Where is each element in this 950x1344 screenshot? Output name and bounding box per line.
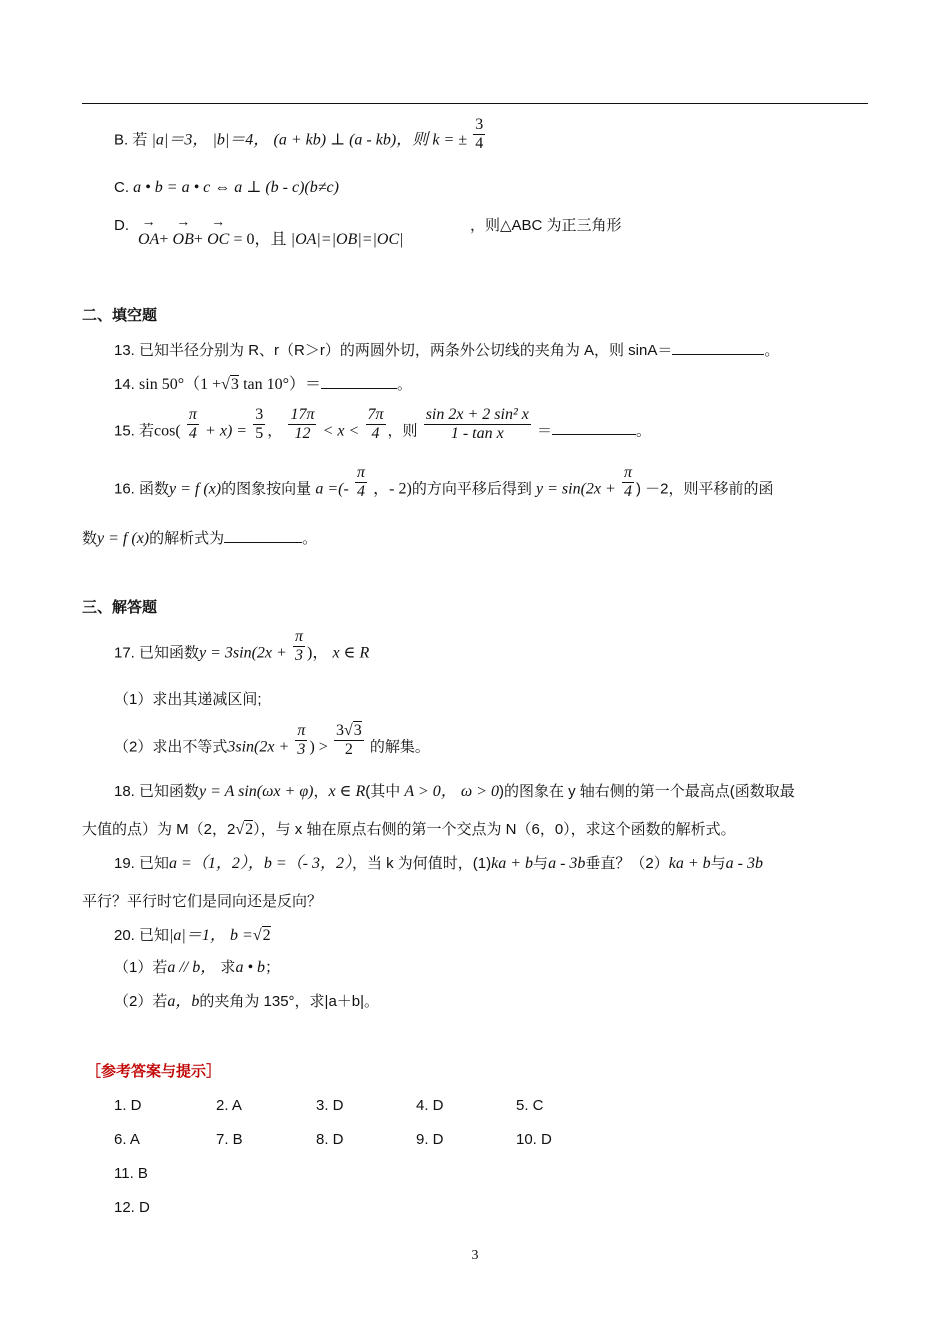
q15-frac-main bbox=[424, 406, 531, 443]
choice-d-tail bbox=[470, 216, 622, 236]
q17-2-frac-rhs: $\frac{3√3}{2}$ bbox=[335, 722, 362, 758]
q15-then: ，则 bbox=[387, 422, 418, 440]
q19-f: a - 3b bbox=[548, 855, 586, 872]
q18-g: ω > 0 bbox=[460, 783, 499, 800]
q18-line2sqrt: 2 bbox=[245, 821, 254, 838]
q20-1e: ； bbox=[265, 959, 281, 976]
question-17-part2 bbox=[114, 722, 430, 759]
question-19-line2: 平行？平行时它们是同向还是反向？ bbox=[82, 893, 323, 910]
page-number: 3 bbox=[471, 1248, 479, 1263]
q16-g: ) －2，则平移前的函 bbox=[635, 480, 774, 498]
choice-c-expr: a • b = a • c ⇔ a ⊥ (b - c)(b≠c) bbox=[133, 179, 339, 196]
q17-2b: 3sin(2x + bbox=[227, 738, 290, 756]
choice-d bbox=[114, 216, 129, 236]
question-16-line2 bbox=[82, 528, 317, 549]
q20-1c: 求 bbox=[220, 959, 236, 976]
choice-c-label: C. bbox=[114, 179, 129, 196]
q14-sqrt: 3 bbox=[230, 376, 239, 393]
question-17 bbox=[114, 628, 370, 665]
q18-c: ， bbox=[313, 783, 329, 800]
q17-3: 3 bbox=[295, 647, 303, 664]
question-16 bbox=[114, 464, 774, 501]
answer-item: 3. D bbox=[316, 1097, 344, 1114]
section-solve-title: 三、解答题 bbox=[82, 599, 158, 616]
q16-end: 。 bbox=[302, 530, 318, 547]
q15-num: 15. 若 bbox=[114, 422, 155, 440]
q19-b: a =（1，2），b =（- 3，2） bbox=[169, 855, 352, 872]
q18-e: (其中 bbox=[365, 783, 401, 800]
q16-line2b: y = f (x) bbox=[97, 530, 150, 547]
q17-c: )， bbox=[307, 644, 329, 662]
q18-b: y = A sin(ωx + φ) bbox=[199, 783, 314, 800]
q15-cos: cos( bbox=[154, 422, 181, 440]
q15-12: 12 bbox=[294, 425, 311, 442]
q15-end: 。 bbox=[636, 422, 652, 440]
q15-5: 5 bbox=[255, 425, 264, 442]
q14-expr1: sin 50°（1 + bbox=[139, 376, 222, 393]
q15-4: 4 bbox=[188, 425, 197, 442]
q16-4: 4 bbox=[356, 483, 365, 500]
choice-c bbox=[114, 178, 339, 198]
q17-2sqrt: 3 bbox=[353, 722, 362, 739]
q18-line2b: ），与 x 轴在原点右侧的第一个交点为 N（6，0），求这个函数的解析式。 bbox=[253, 821, 736, 838]
q20-2c: 的夹角为 135°，求|a＋b|。 bbox=[199, 993, 380, 1010]
question-20-part2 bbox=[114, 992, 379, 1012]
q15-eq: ＝ bbox=[537, 422, 553, 440]
q18-h: )的图象在 y 轴右侧的第一个最高点(函数取最 bbox=[498, 783, 795, 800]
q15-x: + x) = bbox=[205, 422, 248, 440]
q16-d: 的方向平移后得到 bbox=[411, 480, 532, 498]
q18-d: x ∈ R bbox=[328, 783, 366, 800]
q15-lt: < x < bbox=[322, 422, 360, 440]
question-13 bbox=[114, 340, 779, 361]
q16-pi: π bbox=[356, 464, 365, 481]
q14-blank bbox=[321, 374, 397, 389]
choice-d-mid: = 0，且 bbox=[233, 231, 287, 248]
q15-comma: ， bbox=[267, 422, 283, 440]
q15-frac-17pi12 bbox=[288, 406, 316, 443]
answer-item: 8. D bbox=[316, 1131, 344, 1148]
q17-2pi: π bbox=[297, 722, 306, 739]
q16-vec: a =(- bbox=[315, 480, 349, 498]
q17-frac bbox=[293, 628, 305, 665]
q19-j: a - 3b bbox=[725, 855, 763, 872]
choice-b-label: B. 若 bbox=[114, 131, 148, 149]
q15-4b: 4 bbox=[371, 425, 380, 442]
q17-2c: ) > bbox=[309, 738, 328, 756]
q16-b: 的图象按向量 bbox=[221, 480, 312, 498]
q15-frac-7pi4 bbox=[366, 406, 386, 443]
vector-oa: → OA bbox=[138, 230, 159, 250]
q15-topden: 1 - tan x bbox=[450, 425, 504, 442]
q16-frac-pi4b bbox=[622, 464, 634, 501]
q20-1a: （1）若 bbox=[114, 959, 168, 976]
q16-line2c: 的解析式为 bbox=[149, 530, 225, 547]
answer-item: 1. D bbox=[114, 1097, 142, 1114]
q18-f: A > 0， bbox=[404, 783, 457, 800]
q17-b: y = 3sin(2x + bbox=[199, 644, 287, 662]
answer-item: 10. D bbox=[516, 1131, 552, 1148]
q17-pi: π bbox=[295, 628, 304, 645]
q15-frac-35 bbox=[253, 406, 265, 443]
choice-d-tail-text: ，则△ABC 为正三角形 bbox=[470, 217, 622, 234]
q19-e: 与 bbox=[533, 855, 549, 872]
q15-topnum: sin 2x + 2 sin² x bbox=[425, 406, 529, 423]
q17-2num: 3 bbox=[335, 722, 344, 739]
question-20-part1 bbox=[114, 958, 280, 978]
q15-pi: π bbox=[188, 406, 197, 423]
question-17-part1: （1）求出其递减区间; bbox=[114, 691, 262, 708]
q15-17pi: 17π bbox=[290, 406, 315, 423]
choice-b-term4: k = ± bbox=[432, 131, 468, 149]
answer-item: 11. B bbox=[114, 1165, 148, 1182]
q20-c: b = bbox=[230, 927, 253, 944]
choice-b-fraction bbox=[473, 116, 485, 153]
q17-a: 17. 已知函数 bbox=[114, 644, 200, 662]
q20-b: |a|＝1， bbox=[169, 927, 226, 944]
q19-d: ka + b bbox=[491, 855, 534, 872]
q15-frac-pi4 bbox=[187, 406, 199, 443]
q19-c: ，当 k 为何值时，(1) bbox=[351, 855, 492, 872]
q13-end: 。 bbox=[764, 342, 780, 359]
q16-f: y = f (x) bbox=[169, 480, 222, 498]
question-19 bbox=[114, 854, 763, 874]
q15-7pi: 7π bbox=[367, 406, 384, 423]
question-18 bbox=[114, 782, 795, 802]
q16-pi2: π bbox=[623, 464, 632, 481]
choice-b-term2: |b|＝4， bbox=[212, 131, 270, 149]
q14-end: 。 bbox=[397, 376, 413, 393]
q18-line2a: 大值的点）为 M（2，2 bbox=[82, 821, 236, 838]
choice-d-expr: → OA+ → OB+ → OC = 0，且 |OA|=|OB|=|OC| bbox=[138, 230, 404, 250]
answer-item: 7. B bbox=[216, 1131, 243, 1148]
header-rule bbox=[82, 103, 868, 104]
q20-a: 20. 已知 bbox=[114, 927, 170, 944]
section-fill-blank-title: 二、填空题 bbox=[82, 307, 158, 324]
q17-2a: （2）求出不等式 bbox=[114, 738, 228, 756]
q20-2a: （2）若 bbox=[114, 993, 168, 1010]
choice-b bbox=[114, 116, 487, 153]
q16-a: 16. 函数 bbox=[114, 480, 170, 498]
q19-h: ka + b bbox=[668, 855, 711, 872]
choice-b-den: 4 bbox=[475, 135, 484, 152]
choice-b-term3: (a + kb) ⊥ (a - kb)，则 bbox=[273, 131, 429, 149]
answer-item: 2. A bbox=[216, 1097, 242, 1114]
q17-d: x ∈ R bbox=[332, 644, 370, 662]
answer-item: 6. A bbox=[114, 1131, 140, 1148]
q18-a: 18. 已知函数 bbox=[114, 783, 200, 800]
choice-b-term1: |a|＝3， bbox=[151, 131, 209, 149]
q13-blank bbox=[672, 340, 764, 355]
q14-expr2: tan 10°）＝ bbox=[243, 376, 322, 393]
choice-d-label: D. bbox=[114, 217, 129, 234]
answer-item: 9. D bbox=[416, 1131, 444, 1148]
question-20: 20. 已知|a|＝1， b =√2 bbox=[114, 927, 271, 944]
q16-blank bbox=[224, 528, 302, 543]
answer-item: 5. C bbox=[516, 1097, 544, 1114]
question-18-line2: 大值的点）为 M（2，2√2），与 x 轴在原点右侧的第一个交点为 N（6，0），求这个函数的解析式。 bbox=[82, 821, 736, 838]
q16-line2a: 数 bbox=[82, 530, 98, 547]
choice-b-num: 3 bbox=[475, 116, 484, 133]
vector-oc: → OC bbox=[207, 230, 229, 250]
q19-g: 垂直？（2） bbox=[585, 855, 669, 872]
question-14: 14. sin 50°（1 +√3 tan 10°）＝ 。 bbox=[114, 376, 413, 393]
q16-c: ，- 2) bbox=[373, 480, 412, 498]
q13-text: 13. 已知半径分别为 R、r（R＞r）的两圆外切，两条外公切线的夹角为 A，则 sinA＝ bbox=[114, 342, 673, 359]
q20-2b: a，b bbox=[167, 993, 200, 1010]
q20-sqrt: 2 bbox=[262, 927, 271, 944]
q15-3: 3 bbox=[255, 406, 264, 423]
vector-ob: → OB bbox=[173, 230, 194, 250]
q16-e: y = sin(2x + bbox=[536, 480, 616, 498]
q17-2den: 2 bbox=[344, 741, 353, 758]
q16-42: 4 bbox=[623, 483, 632, 500]
choice-d-abs: |OA|=|OB|=|OC| bbox=[290, 231, 404, 248]
answer-item: 12. D bbox=[114, 1199, 150, 1216]
q15-blank bbox=[552, 420, 636, 435]
q19-a: 19. 已知 bbox=[114, 855, 170, 872]
q16-frac-pi4 bbox=[355, 464, 367, 501]
answer-item: 4. D bbox=[416, 1097, 444, 1114]
q17-2d: 的解集。 bbox=[369, 738, 430, 756]
q17-23: 3 bbox=[297, 741, 306, 758]
q19-i: 与 bbox=[710, 855, 726, 872]
q20-1b: a // b， bbox=[167, 959, 217, 976]
q14-num: 14. bbox=[114, 376, 135, 393]
answers-title: ［参考答案与提示］ bbox=[86, 1063, 222, 1080]
q20-1d: a • b bbox=[235, 959, 266, 976]
q17-2-frac-pi3 bbox=[295, 722, 307, 759]
